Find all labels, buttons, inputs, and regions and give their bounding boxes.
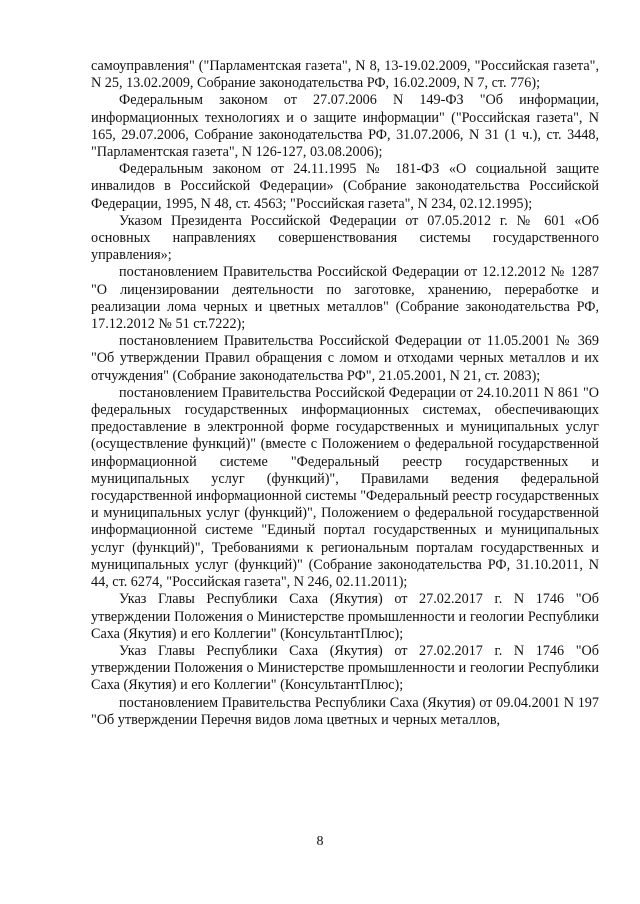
paragraph-law-149fz: Федеральным законом от 27.07.2006 N 149-ФЗ "Об информации, информационных технологиях и о защите информации" ("Российская газета", N 165, 29.07.2006, Собрание законодательства РФ, 31.07.2006, N 31 (1 ч.), ст. 3448, "Парламентская газета", N 126-127, 03.08.2006); [91,92,599,161]
document-body [91,58,599,729]
page-number: 8 [316,834,324,849]
paragraph-decree-601: Указом Президента Российской Федерации от 07.05.2012 г. № 601 «Об основных направлениях совершенствования системы государственного управления»; [91,212,599,264]
paragraph-decree-1746-b: Указ Главы Республики Саха (Якутия) от 27.02.2017 г. N 1746 "Об утверждении Положения о Министерстве промышленности и геологии Республики Саха (Якутия) и его Коллегии" (КонсультантПлюс); [91,642,599,694]
paragraph-law-181fz: Федеральным законом от 24.11.1995 № 181-ФЗ «О социальной защите инвалидов в Российской Федерации» (Собрание законодательства Российской Федерации, 1995, N 48, ст. 4563; "Российская газета", N 234, 02.12.1995); [91,161,599,212]
paragraph-continuation: самоуправления" ("Парламентская газета", N 8, 13-19.02.2009, "Российская газета", N 25, 13.02.2009, Собрание законодательства РФ, 16.02.2009, N 7, ст. 776); [91,58,599,92]
paragraph-resolution-369: постановлением Правительства Российской Федерации от 11.05.2001 № 369 "Об утверждении Правил обращения с ломом и отходами черных металлов и их отчуждения" (Собрание законодательства РФ", 21.05.2001, N 21, ст. 2083); [91,333,599,384]
paragraph-resolution-197: постановлением Правительства Республики Саха (Якутия) от 09.04.2001 N 197 "Об утверждении Перечня видов лома цветных и черных металлов, [91,694,599,728]
paragraph-resolution-1287: постановлением Правительства Российской Федерации от 12.12.2012 № 1287 "О лицензировании деятельности по заготовке, хранению, переработке и реализации лома черных и цветных металлов" (Собрание законодательства РФ, 17.12.2012 № 51 ст.7222); [91,264,599,333]
paragraph-decree-1746-a: Указ Главы Республики Саха (Якутия) от 27.02.2017 г. N 1746 "Об утверждении Положения о Министерстве промышленности и геологии Республики Саха (Якутия) и его Коллегии" (КонсультантПлюс); [91,591,599,642]
paragraph-resolution-861: постановлением Правительства Российской Федерации от 24.10.2011 N 861 "О федеральных государственных информационных системах, обеспечивающих предоставление в электронной форме государственных и муниципальных услуг (осуществление функций)" (вместе с Положением о федеральной государственной информационной системе "Федеральный реестр государственных и муниципальных услуг (функций)", Правилами ведения федеральной государственной информационной системы "Федеральный реестр государственных и муниципальных услуг (функций)", Положением о федеральной государственной информационной системе "Единый портал государственных и муниципальных услуг (функций)", Требованиями к региональным порталам государственных и муниципальных услуг (функций)" (Собрание законодательства РФ, 31.10.2011, N 44, ст. 6274, "Российская газета", N 246, 02.11.2011); [91,384,599,591]
